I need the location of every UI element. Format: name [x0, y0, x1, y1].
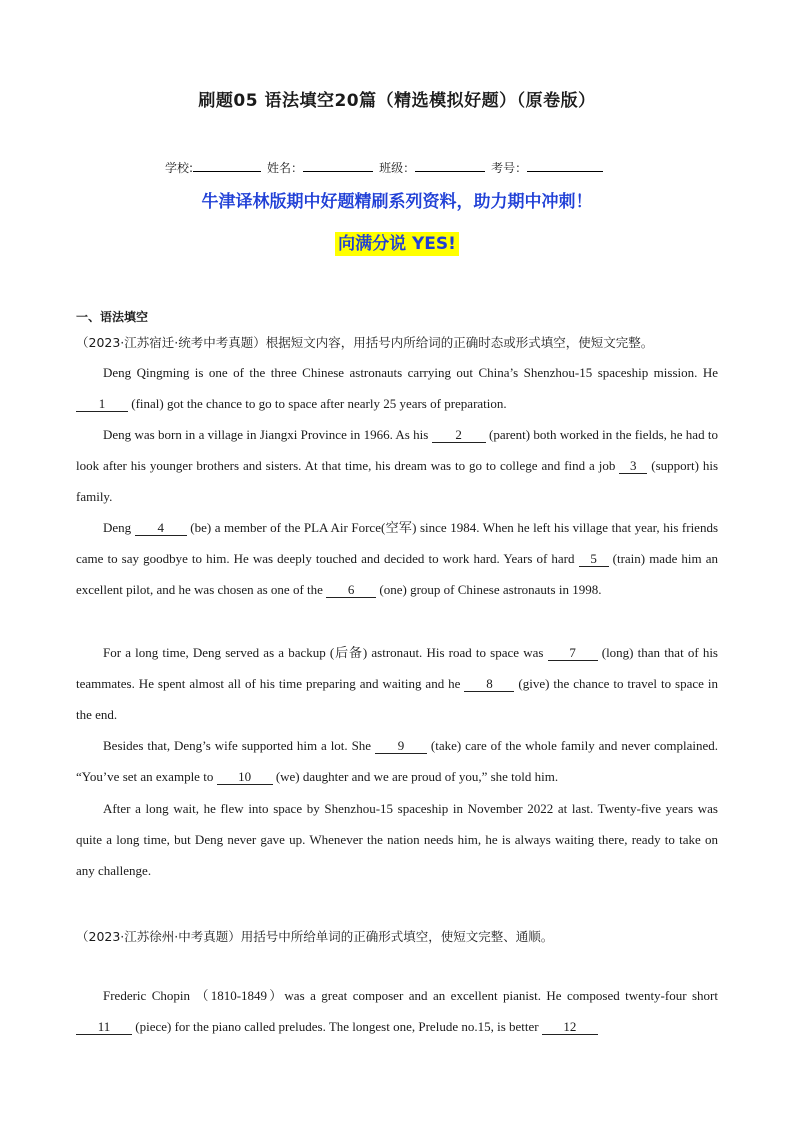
- paragraph-text: (support) his family.: [76, 458, 718, 504]
- paragraph-text: Deng: [103, 520, 132, 535]
- passage1-paragraph-4: [76, 637, 718, 730]
- paragraph-text: (take) care of the whole family and never complained. “You’ve set an example to: [76, 738, 719, 784]
- paragraph-text: (we) daughter and we are proud of you,” she told him.: [275, 769, 559, 784]
- promo-highlight-text: 向满分说 YES!: [335, 232, 459, 256]
- promo-line: 牛津译林版期中好题精刷系列资料，助力期中冲刺！: [201, 192, 593, 212]
- name-blank[interactable]: [303, 159, 373, 172]
- paragraph-text: (be) a member of the PLA Air Force(空军) since 1984. When he left his village that year, his friends came to say goodbye to him. He was deeply touched and decided to work hard. Years of hard: [76, 520, 719, 566]
- exam-number-label: 考号：: [491, 161, 528, 175]
- blank-9[interactable]: 9: [375, 739, 427, 754]
- paragraph-text: For a long time, Deng served as a backup (后备) astronaut. His road to space was: [103, 645, 544, 660]
- passage1-instruction: （2023·江苏宿迁·统考中考真题）根据短文内容，用括号内所给词的正确时态或形式填空，使短文完整。: [76, 335, 654, 350]
- passage1-paragraph-1: [76, 357, 718, 419]
- passage1-paragraph-3: [76, 512, 718, 605]
- blank-1[interactable]: 1: [76, 397, 128, 412]
- blank-10[interactable]: 10: [217, 770, 273, 785]
- class-blank[interactable]: [415, 159, 485, 172]
- blank-3[interactable]: 3: [619, 459, 647, 474]
- paragraph-text: Frederic Chopin （1810-1849）was a great composer and an excellent pianist. He composed twenty-four short: [103, 988, 718, 1003]
- paragraph-text: After a long wait, he flew into space by Shenzhou-15 spaceship in November 2022 at last. Twenty-five years was quite a long time, but Deng never gave up. Whenever the nation needs him, he is always waiting there, ready to take on any challenge.: [76, 801, 718, 878]
- passage1-paragraph-6: [76, 793, 718, 886]
- paragraph-text: (piece) for the piano called preludes. The longest one, Prelude no.15, is better: [135, 1019, 539, 1034]
- paragraph-text: (train) made him an excellent pilot, and he was chosen as one of the: [76, 551, 718, 597]
- section-heading: 一、语法填空: [76, 310, 149, 324]
- paragraph-text: (final) got the chance to go to space after nearly 25 years of preparation.: [131, 396, 507, 411]
- school-blank[interactable]: [193, 159, 261, 172]
- class-label: 班级：: [379, 161, 416, 175]
- blank-12[interactable]: 12: [542, 1020, 598, 1035]
- school-label: 学校:: [165, 161, 194, 175]
- blank-8[interactable]: 8: [464, 677, 514, 692]
- passage1-paragraph-5: [76, 730, 718, 792]
- passage2-instruction: （2023·江苏徐州·中考真题）用括号中所给单词的正确形式填空，使短文完整、通顺。: [76, 929, 554, 944]
- paragraph-text: (one) group of Chinese astronauts in 1998.: [379, 582, 602, 597]
- blank-2[interactable]: 2: [432, 428, 486, 443]
- passage2-paragraph-1: [76, 980, 718, 1042]
- student-info-line: [165, 159, 609, 176]
- blank-6[interactable]: 6: [326, 583, 376, 598]
- document-title: 刷题05 语法填空20篇（精选模拟好题）（原卷版）: [198, 91, 596, 111]
- paragraph-text: Deng Qingming is one of the three Chinese astronauts carrying out China’s Shenzhou-15 spaceship mission. He: [103, 365, 718, 380]
- blank-11[interactable]: 11: [76, 1020, 132, 1035]
- paragraph-text: Deng was born in a village in Jiangxi Province in 1966. As his: [103, 427, 429, 442]
- blank-7[interactable]: 7: [548, 646, 598, 661]
- exam-number-blank[interactable]: [527, 159, 603, 172]
- blank-4[interactable]: 4: [135, 521, 187, 536]
- promo-highlight-line: [0, 229, 794, 254]
- paragraph-text: (give) the chance to travel to space in the end.: [76, 676, 719, 722]
- passage1-paragraph-2: [76, 419, 718, 512]
- name-label: 姓名：: [267, 161, 304, 175]
- paragraph-text: Besides that, Deng’s wife supported him a lot. She: [103, 738, 372, 753]
- paragraph-text: (long) than that of his teammates. He spent almost all of his time preparing and waiting and he: [76, 645, 718, 691]
- paragraph-text: (parent) both worked in the fields, he had to look after his younger brothers and sisters. At that time, his dream was to go to college and find a job: [76, 427, 718, 473]
- blank-5[interactable]: 5: [579, 552, 609, 567]
